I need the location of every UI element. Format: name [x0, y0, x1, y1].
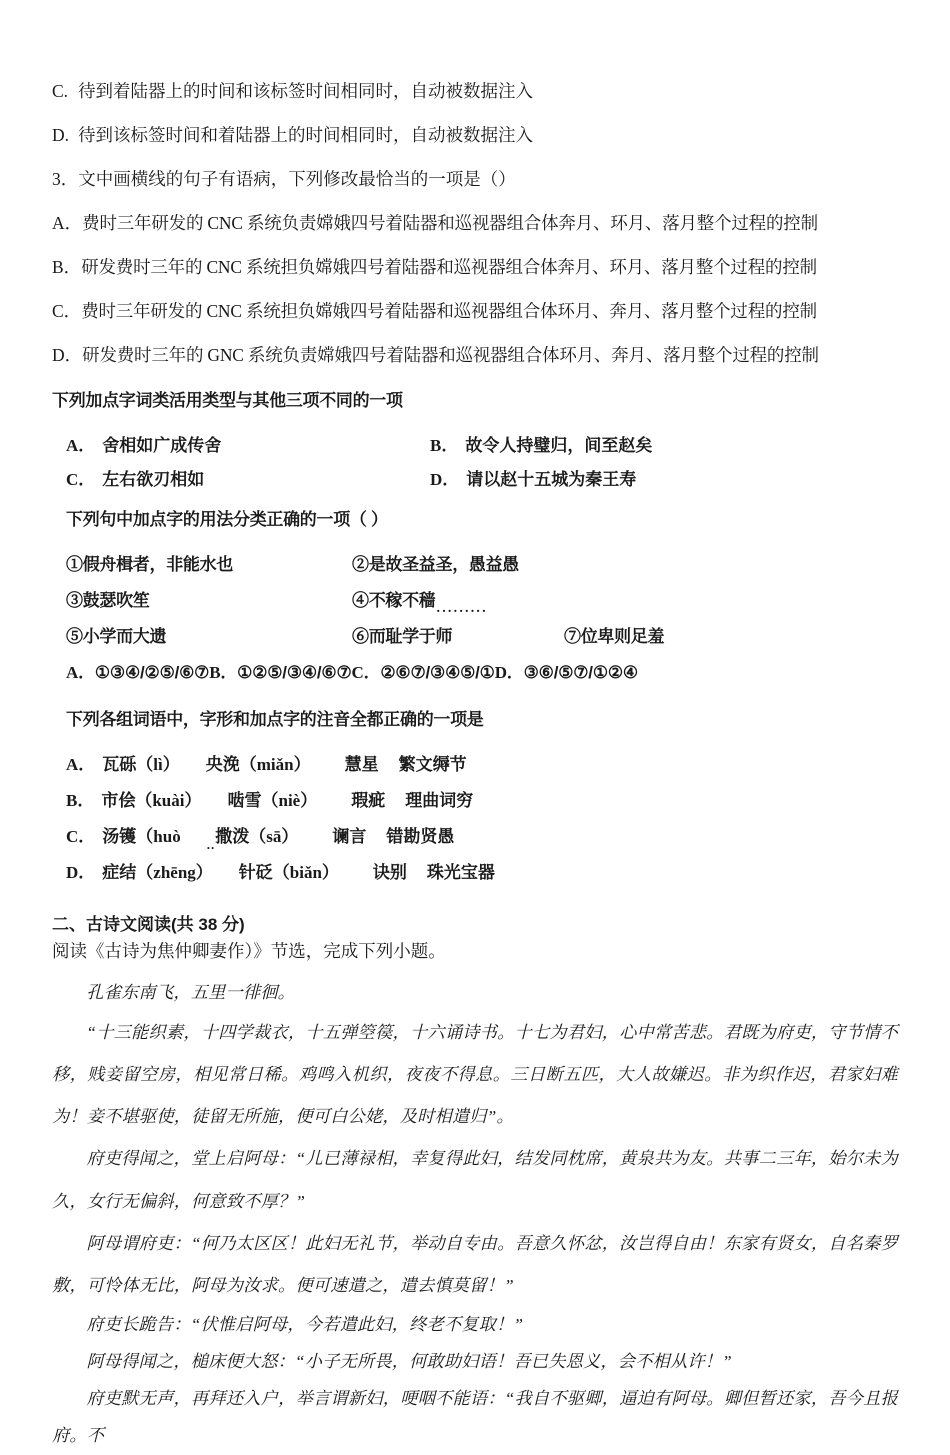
zhuyin-word-4: 珠光宝器	[426, 863, 495, 882]
answer-label-b: B．	[209, 663, 238, 682]
answer-label-c: C．	[351, 663, 381, 682]
option-label: C．	[52, 301, 82, 321]
zhuyin-pinyin-2: （biǎn）	[272, 863, 339, 882]
passage-paragraph: 孔雀东南飞，五里一徘徊。	[86, 983, 296, 1002]
option-text: 故令人持璧归，间至赵矣	[465, 436, 653, 455]
option-label: A．	[66, 755, 96, 774]
fenlei-item-6	[352, 622, 452, 647]
huoyong-option-row	[52, 465, 898, 505]
zhuyin-word-3: 瑕疵	[351, 791, 386, 810]
zhuyin-row	[52, 750, 898, 786]
zhuyin-word-2: 针砭	[238, 863, 273, 882]
option-label: B．	[52, 257, 82, 277]
zhuyin-pinyin-1: （huò	[136, 827, 181, 846]
answer-label-a: A．	[66, 663, 95, 682]
option-label: D．	[52, 345, 83, 365]
huoyong-option-row	[52, 431, 898, 465]
fenlei-item-row	[52, 622, 898, 658]
zhuyin-word-1: 瓦砾	[102, 755, 137, 774]
option-text: 待到着陆器上的时间和该标签时间相同时，自动被数据注入	[78, 81, 533, 101]
passage-paragraph: 阿母得闻之，槌床便大怒：“小子无所畏，何敢助妇语！吾已失恩义，会不相从许！”	[86, 1351, 732, 1371]
item-text: 不稼不穑	[368, 591, 436, 610]
zhuyin-word-3: 谰言	[332, 827, 367, 846]
fenlei-question-stem: 下列句中加点字的用法分类正确的一项（ ）	[66, 510, 388, 529]
fenlei-item-5	[66, 622, 166, 647]
question-3-option	[52, 254, 898, 279]
question-3-option	[52, 298, 898, 323]
zhuyin-pinyin-2: （sā）	[249, 827, 299, 846]
fenlei-item-2	[352, 550, 519, 575]
fenlei-item-3	[66, 586, 150, 611]
passage-paragraph: 阿母谓府吏：“何乃太区区！此妇无礼节，举动自专由。吾意久怀忿，汝岂得自由！东家有贤女，自名秦罗敷，可怜体无比，阿母为汝求。便可速遣之，遣去慎莫留！”	[52, 1233, 898, 1295]
passage-paragraph: 府吏得闻之，堂上启阿母：“儿已薄禄相，幸复得此妇，结发同枕席，黄泉共为友。共事二三年，始尔未为久，女行无偏斜，何意致不厚？”	[52, 1149, 898, 1211]
zhuyin-word-2: 央浼	[205, 755, 240, 774]
zhuyin-word-1: 症结	[102, 863, 137, 882]
question-3-option	[52, 210, 898, 235]
fenlei-answer-line	[52, 658, 898, 683]
item-text: 鼓瑟吹笙	[82, 591, 150, 610]
answer-label-d: D．	[494, 663, 524, 682]
fenlei-item-1	[66, 550, 233, 575]
huoyong-question-stem: 下列加点字词类活用类型与其他三项不同的一项	[52, 391, 403, 410]
item-text: 小学而大遗	[82, 627, 167, 646]
fenlei-item-row	[52, 550, 898, 586]
item-mark: ③	[66, 591, 83, 610]
zhuyin-word-1: 汤镬	[102, 827, 137, 846]
option-label: C．	[66, 827, 96, 846]
stray-emphasis-dots: ..	[206, 837, 216, 852]
option-text: 待到该标签时间和着陆器上的时间相同时，自动被数据注入	[78, 125, 533, 145]
answer-text-d: ③⑥/⑤⑦/①②④	[523, 663, 638, 682]
question-number: 3．	[52, 169, 79, 189]
item-mark: ⑥	[352, 627, 369, 646]
zhuyin-pinyin-1: （lì）	[136, 755, 180, 774]
passage-paragraph: 府吏默无声，再拜还入户，举言谓新妇，哽咽不能语：“我自不驱卿，逼迫有阿母。卿但暂还家，吾今且报府。不	[52, 1388, 898, 1445]
passage-paragraph: “十三能织素，十四学裁衣，十五弹箜篌，十六诵诗书。十七为君妇，心中常苦悲。君既为府吏，守节情不移，贱妾留空房，相见常日稀。鸡鸣入机织，夜夜不得息。三日断五匹，大人故嫌迟。非为织作迟，君家妇难为！妾不堪驱使，徒留无所施，便可白公姥，及时相遣归”。	[52, 1022, 898, 1127]
question-text: 文中画横线的句子有语病，下列修改最恰当的一项是（）	[78, 169, 516, 189]
question-3-option	[52, 342, 898, 367]
classical-passage	[52, 975, 898, 1455]
zhuyin-word-2: 啮雪	[227, 791, 262, 810]
huoyong-option-a	[66, 431, 221, 456]
zhuyin-row	[52, 822, 898, 858]
huoyong-option-b	[430, 431, 652, 456]
fenlei-item-4	[352, 586, 488, 616]
zhuyin-pinyin-1: （zhēng）	[136, 863, 213, 882]
zhuyin-word-3: 慧星	[344, 755, 379, 774]
option-text: 左右欲刃相如	[102, 470, 205, 489]
item-text: 位卑则足羞	[580, 627, 665, 646]
option-label: B．	[66, 791, 95, 810]
zhuyin-word-4: 理曲词穷	[405, 791, 474, 810]
option-label: B．	[430, 436, 459, 455]
option-row	[52, 122, 898, 147]
section-two-heading: 二、古诗文阅读(共 38 分)	[52, 915, 245, 934]
item-mark: ④	[352, 591, 369, 610]
item-mark: ⑤	[66, 627, 83, 646]
passage-paragraph: 府吏长跪告：“伏惟启阿母，今若遣此妇，终老不复取！”	[86, 1314, 524, 1334]
option-label: D．	[430, 470, 460, 489]
zhuyin-word-2: 撒泼	[215, 827, 250, 846]
option-text: 研发费时三年的 GNC 系统负责嫦娥四号着陆器和巡视器组合体环月、奔月、落月整个过程的控制	[82, 345, 819, 365]
option-label: C.	[52, 81, 69, 101]
option-label: C．	[66, 470, 96, 489]
zhuyin-row	[52, 786, 898, 822]
section-two-intro: 阅读《古诗为焦仲卿妻作）》节选，完成下列小题。	[52, 941, 446, 961]
item-text: 而耻学于师	[368, 627, 453, 646]
item-text: 假舟楫者，非能水也	[82, 555, 234, 574]
item-mark: ⑦	[564, 627, 581, 646]
zhuyin-pinyin-1: （kuài）	[135, 791, 202, 810]
item-mark: ②	[352, 555, 369, 574]
option-label: A．	[52, 213, 83, 233]
option-label: D.	[52, 125, 70, 145]
huoyong-option-d	[430, 465, 636, 490]
option-text: 请以赵十五城为秦王寿	[466, 470, 637, 489]
zhuyin-row	[52, 858, 898, 894]
fenlei-item-7	[564, 622, 664, 647]
option-label: D．	[66, 863, 96, 882]
option-text: 费时三年研发的 CNC 系统担负嫦娥四号着陆器和巡视器组合体环月、奔月、落月整个过程的控制	[81, 301, 817, 321]
huoyong-option-c	[66, 465, 204, 490]
fenlei-item-row	[52, 586, 898, 622]
zhuyin-pinyin-2: （miǎn）	[239, 755, 311, 774]
zhuyin-word-3: 诀别	[372, 863, 407, 882]
option-text: 费时三年研发的 CNC 系统负责嫦娥四号着陆器和巡视器组合体奔月、环月、落月整个过程的控制	[82, 213, 818, 233]
zhuyin-word-4: 错勘贤愚	[386, 827, 455, 846]
option-label: A．	[66, 436, 96, 455]
answer-text-b: ①②⑤/③④/⑥⑦	[237, 663, 352, 682]
emphasis-dots: .........	[436, 601, 488, 616]
answer-text-a: ①③④/②⑤/⑥⑦	[94, 663, 210, 682]
zhuyin-pinyin-2: （niè）	[261, 791, 318, 810]
zhuyin-question-stem: 下列各组词语中，字形和加点字的注音全都正确的一项是	[66, 710, 484, 729]
option-text: 舍相如广成传舍	[102, 436, 222, 455]
item-mark: ①	[66, 555, 83, 574]
question-3-stem	[52, 166, 898, 191]
option-text: 研发费时三年的 CNC 系统担负嫦娥四号着陆器和巡视器组合体奔月、环月、落月整个过程的控制	[81, 257, 817, 277]
answer-text-c: ②⑥⑦/③④⑤/①	[380, 663, 495, 682]
zhuyin-word-1: 市侩	[101, 791, 136, 810]
option-row	[52, 78, 898, 103]
zhuyin-word-4: 繁文缛节	[398, 755, 467, 774]
item-text: 是故圣益圣，愚益愚	[368, 555, 520, 574]
